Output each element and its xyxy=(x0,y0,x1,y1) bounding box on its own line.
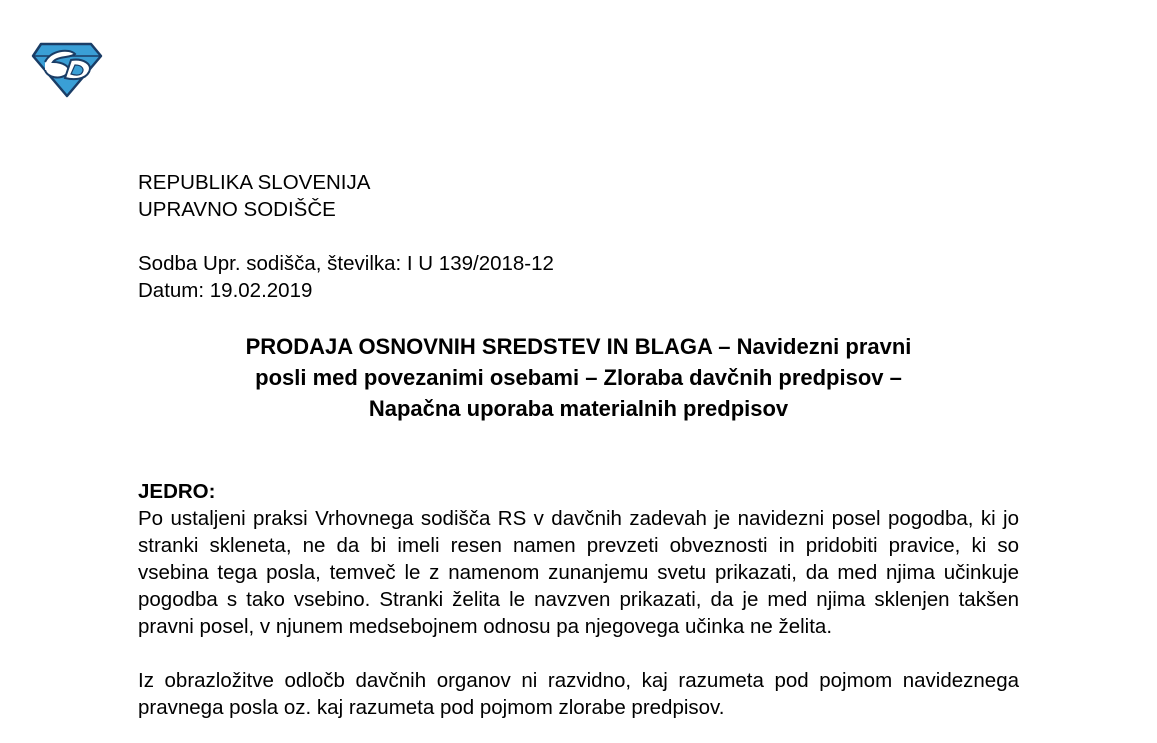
title-line-1: PRODAJA OSNOVNIH SREDSTEV IN BLAGA – Navidezni pravni xyxy=(245,334,912,359)
case-metadata xyxy=(138,250,554,304)
court-header xyxy=(138,169,370,223)
title-line-2: posli med povezanimi osebami – Zloraba davčnih predpisov – xyxy=(255,365,902,390)
republic-name: REPUBLIKA SLOVENIJA xyxy=(138,171,371,194)
case-number: Sodba Upr. sodišča, številka: I U 139/2018-12 xyxy=(138,252,554,275)
diamond-emblem-icon xyxy=(31,40,103,98)
court-name: UPRAVNO SODIŠČE xyxy=(138,198,336,221)
document-title xyxy=(138,331,1019,424)
judgment-date: Datum: 19.02.2019 xyxy=(138,279,313,302)
section-heading-jedro: JEDRO: xyxy=(138,480,216,503)
title-line-3: Napačna uporaba materialnih predpisov xyxy=(368,396,789,421)
paragraph-spacer xyxy=(138,640,1019,667)
paragraph-2: Iz obrazložitve odločb davčnih organov ni razvidno, kaj razumeta pod pojmom navideznega pravnega posla oz. kaj razumeta pod pojmom zlorabe predpisov. xyxy=(138,669,1019,719)
court-logo xyxy=(31,40,103,98)
document-body xyxy=(138,478,1019,721)
paragraph-1: Po ustaljeni praksi Vrhovnega sodišča RS v davčnih zadevah je navidezni posel pogodba, ki jo stranki skleneta, ne da bi imeli resen namen prevzeti obveznosti in pridobiti pravice, ki so vsebina tega posla, temveč le z namenom zunanjemu svetu prikazati, da med njima učinkuje pogodba s tako vsebino. Stranki želita le navzven prikazati, da je med njima sklenjen takšen pravni posel, v njunem medsebojnem odnosu pa njegovega učinka ne želita. xyxy=(138,507,1019,638)
